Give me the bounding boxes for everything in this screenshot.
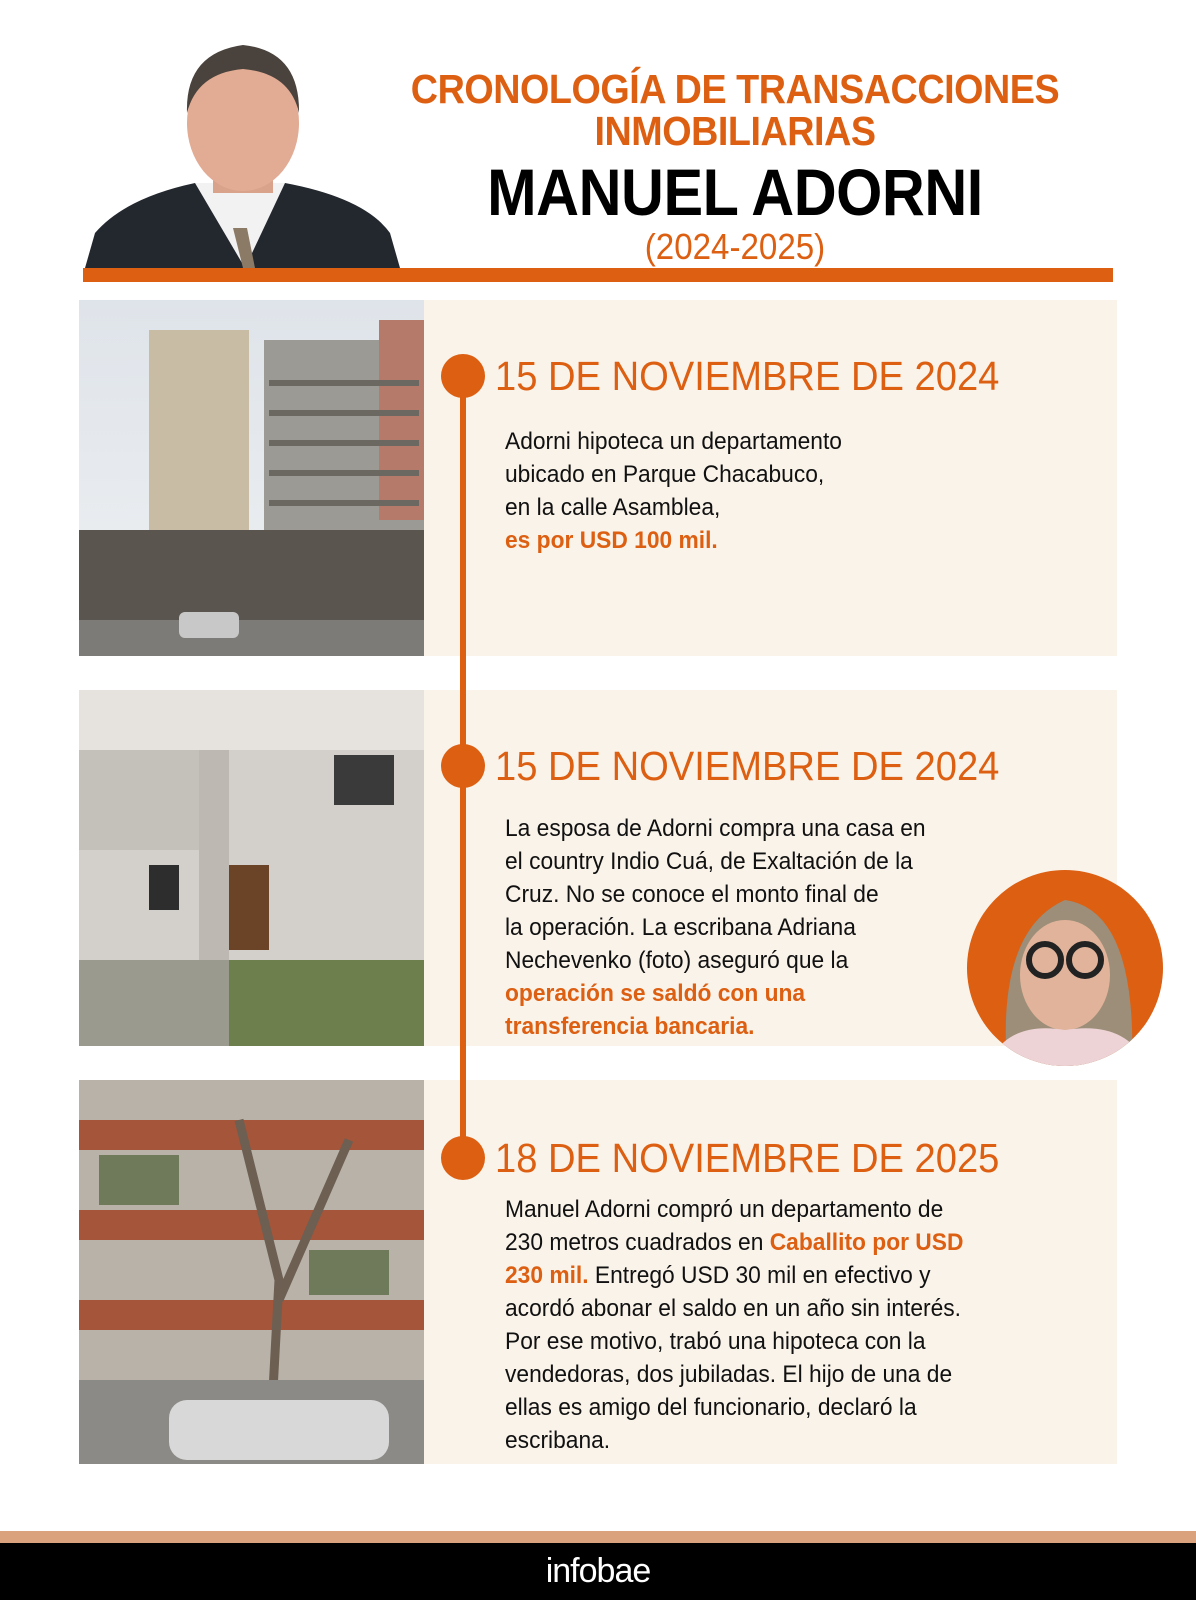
text-span: Entregó USD 30 mil en efectivo y	[588, 1262, 931, 1289]
text-line: Nechevenko (foto) aseguró que la	[505, 947, 849, 974]
timeline-dot	[441, 744, 485, 788]
text-line: en la calle Asamblea,	[505, 494, 721, 521]
building-photo-asamblea	[79, 300, 424, 656]
text-line: la operación. La escribana Adriana	[505, 914, 856, 941]
event-description	[505, 1193, 963, 1457]
text-line: vendedoras, dos jubiladas. El hijo de una de	[505, 1361, 953, 1388]
highlight-span: Caballito por USD	[769, 1229, 964, 1256]
infobae-logo: infobae	[0, 1543, 1196, 1600]
event-date: 18 DE NOVIEMBRE DE 2025	[495, 1135, 1000, 1181]
text-line: Manuel Adorni compró un departamento de	[505, 1196, 944, 1223]
timeline-dot	[441, 354, 485, 398]
event-date: 15 DE NOVIEMBRE DE 2024	[495, 743, 1000, 789]
timeline-dot	[441, 1136, 485, 1180]
text-line: La esposa de Adorni compra una casa en	[505, 815, 926, 842]
text-line: ellas es amigo del funcionario, declaró la	[505, 1394, 917, 1421]
house-photo-indio-cua	[79, 690, 424, 1046]
text-line: Por ese motivo, trabó una hipoteca con la	[505, 1328, 926, 1355]
building-photo-caballito	[79, 1080, 424, 1464]
adriana-nechevenko-photo	[967, 870, 1163, 1066]
text-line	[505, 1259, 963, 1292]
highlight-span: 230 mil.	[505, 1262, 589, 1289]
event-date: 15 DE NOVIEMBRE DE 2024	[495, 353, 1000, 399]
header-divider	[83, 268, 1113, 282]
highlight-line: operación se saldó con una	[505, 980, 806, 1007]
highlight-line: es por USD 100 mil.	[505, 527, 718, 554]
years-range: (2024-2025)	[644, 226, 826, 267]
person-name: MANUEL ADORNI	[487, 155, 983, 229]
text-line: el country Indio Cuá, de Exaltación de la	[505, 848, 913, 875]
text-line: escribana.	[505, 1427, 611, 1454]
text-line: Adorni hipoteca un departamento	[505, 428, 842, 455]
title-line-1: CRONOLOGÍA DE TRANSACCIONES	[410, 66, 1060, 112]
text-line: Cruz. No se conoce el monto final de	[505, 881, 879, 908]
text-line	[505, 1226, 963, 1259]
footer-band	[0, 1531, 1196, 1543]
text-line: acordó abonar el saldo en un año sin interés.	[505, 1295, 962, 1322]
text-line: ubicado en Parque Chacabuco,	[505, 461, 825, 488]
event-description	[505, 812, 926, 1043]
title-line-2: INMOBILIARIAS	[594, 108, 876, 154]
manuel-adorni-photo	[85, 33, 400, 268]
event-description	[505, 425, 842, 557]
highlight-line: transferencia bancaria.	[505, 1013, 755, 1040]
text-span: 230 metros cuadrados en	[505, 1229, 770, 1256]
